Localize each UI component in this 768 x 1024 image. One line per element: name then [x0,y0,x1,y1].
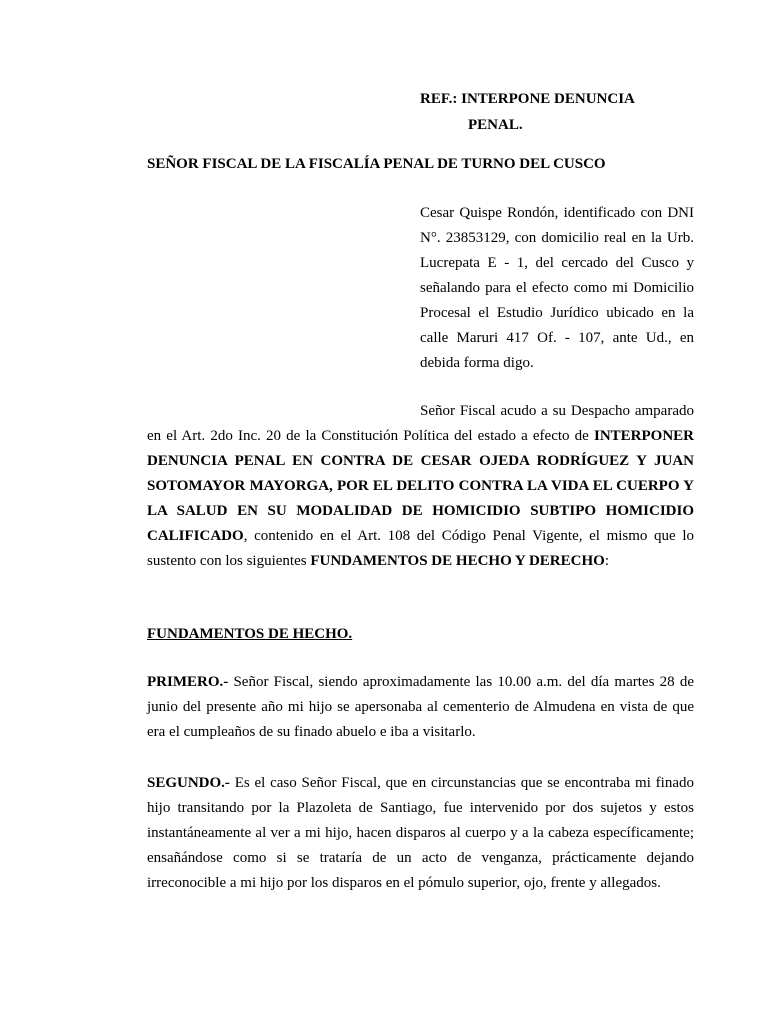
reference-line-1: REF.: INTERPONE DENUNCIA [420,91,635,107]
main-text-2: , contenido en el Art. 108 del Código Penal Vigente, el mismo que lo sustento con los siguientes [147,528,694,569]
segundo-paragraph [147,771,694,896]
primero-paragraph [147,670,694,745]
intro-paragraph: Cesar Quispe Rondón, identificado con DNI N°. 23853129, con domicilio real en la Urb. Lucrepata E - 1, del cercado del Cusco y señalando para el efecto como mi Domicilio Procesal el Estudio Jurídico ubicado en la calle Maruri 417 Of. - 107, ante Ud., en debida forma digo. [420,205,694,371]
main-text-3: : [604,553,609,569]
primero-label: PRIMERO.- [147,674,229,690]
main-bold-1: INTERPONER DENUNCIA PENAL EN CONTRA DE CESAR OJEDA RODRÍGUEZ Y JUAN SOTOMAYOR MAYORGA, POR EL DELITO CONTRA LA VIDA EL CUERPO Y LA SALUD EN SU MODALIDAD DE HOMICIDIO SUBTIPO HOMICIDIO CALIFICADO [147,428,694,544]
main-text-1: Señor Fiscal acudo a su Despacho amparado en el Art. 2do Inc. 20 de la Constitución Política del estado a efecto de [147,403,694,444]
main-paragraph [147,399,694,574]
main-bold-2: FUNDAMENTOS DE HECHO Y DERECHO [310,553,605,569]
section-title: FUNDAMENTOS DE HECHO. [147,626,353,642]
reference-heading [420,86,635,138]
segundo-label: SEGUNDO.- [147,775,230,791]
addressee: SEÑOR FISCAL DE LA FISCALÍA PENAL DE TURNO DEL CUSCO [147,156,606,172]
primero-text: Señor Fiscal, siendo aproximadamente las 10.00 a.m. del día martes 28 de junio del presente año mi hijo se apersonaba al cementerio de Almudena en vista de que era el cumpleaños de su finado abuelo e iba a visitarlo. [147,674,694,740]
segundo-text: Es el caso Señor Fiscal, que en circunstancias que se encontraba mi finado hijo transitando por la Plazoleta de Santiago, fue intervenido por dos sujetos y estos instantáneamente al ver a mi hijo, hacen disparos al cuerpo y a la cabeza específicamente; ensañándose como si se trataría de un acto de venganza, prácticamente dejando irreconocible a mi hijo por los disparos en el pómulo superior, ojo, frente y allegados. [147,775,694,891]
reference-line-2: PENAL. [468,117,523,133]
